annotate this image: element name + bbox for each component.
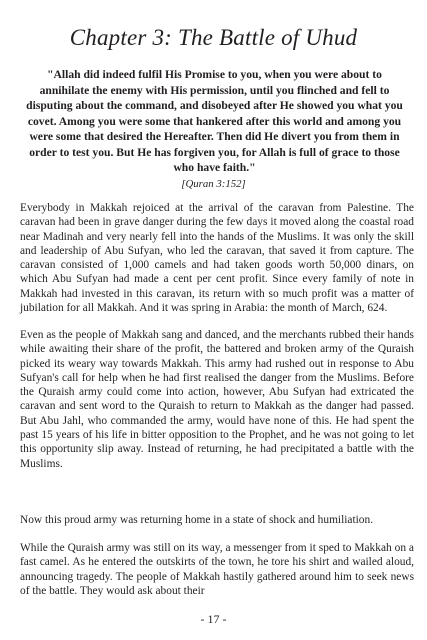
chapter-title: Chapter 3: The Battle of Uhud — [69, 25, 358, 50]
paragraph-2: Even as the people of Makkah sang and danced, and the merchants rubbed their hands while awaiting their share of the profit, the battered and broken army of the Quraish picked its weary way towards Makkah. This army had rushed out in response to Abu Sufyan's call for help when he had first realised the danger from the Muslims. Before the Quraish army could come into action, however, Abu Sufyan had extricated the caravan and sent word to the Quraish to return to Makkah as the danger had passed. But Abu Jahl, who commanded the army, would have none of this. He had spent the past 15 years of his life in bitter opposition to the Prophet, and he was not going to let this opportunity slip away. Instead of returning, he had precipitated a battle with the Muslims. — [20, 329, 414, 470]
paragraph-1: Everybody in Makkah rejoiced at the arrival of the caravan from Palestine. The caravan had been in grave danger during the few days it moved along the coastal road near Madinah and very nearly fell into the hands of the Muslims. It was only the skill and leadership of Abu Sufyan, who led the caravan, that saved it from capture. The caravan consisted of 1,000 camels and had taken goods worth 50,000 dinars, on which Abu Sufyan had made a cent per cent profit. Since every family of note in Makkah had invested in this caravan, its return with so much profit was a matter of jubilation for all Makkah. And it was spring in Arabia: the month of March, 624. — [20, 202, 414, 315]
paragraph-3: Now this proud army was returning home in a state of shock and humiliation. — [20, 514, 374, 526]
quran-quote: "Allah did indeed fulfil His Promise to you, when you were about to annihilate the enemy with His permission, until you flinched and fell to disputing about the command, and disobeyed after He showed you what you covet. Among you were some that hankered after this world and among you were some that desired the Hereafter. Then did He divert you from them in order to test you. But He has forgiven you, for Allah is full of grace to those who have faith." — [26, 68, 403, 174]
quote-citation: [Quran 3:152] — [181, 178, 246, 190]
paragraph-4: While the Quraish army was still on its way, a messenger from it sped to Makkah on a fast camel. As he entered the outskirts of the town, he tore his shirt and wailed aloud, announcing tragedy. The people of Makkah hastily gathered around him to seek news of the battle. They would ask about their — [20, 542, 414, 597]
page-number: - 17 - — [200, 612, 227, 626]
